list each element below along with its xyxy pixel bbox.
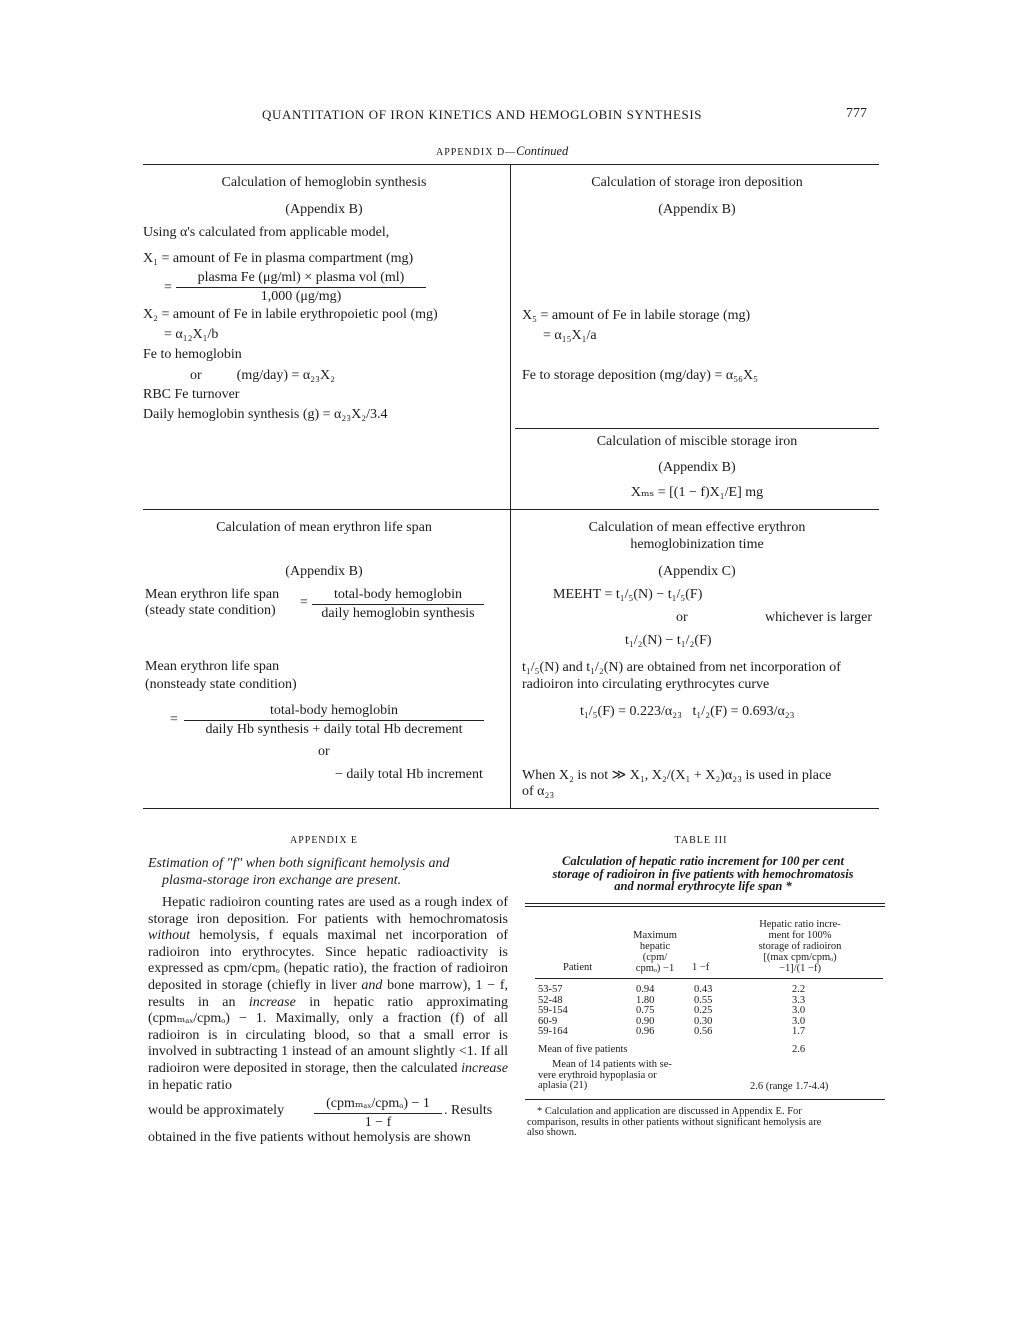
x5-definition: X₅ = amount of Fe in labile storage (mg): [522, 308, 751, 323]
col-hep-5: −1]/(1 −f): [779, 963, 821, 974]
table-iii-cell-f: 0.25: [694, 1005, 713, 1017]
mean14-line-2: vere erythroid hypoplasia or: [538, 1069, 657, 1081]
steady-label-2: (steady state condition): [145, 603, 276, 618]
meeht-when-2: of α₂₃: [522, 784, 555, 799]
appendix-e-body: [148, 895, 508, 1094]
hepatic-ratio-fraction: [314, 1095, 442, 1131]
body-part-1: Hepatic radioiron counting rates are used as a rough index of storage iron deposition. For patients with hemochromatosis: [148, 895, 508, 927]
table-iii-bottom-rule: [525, 1099, 885, 1100]
body-without: without: [148, 928, 191, 944]
body-part-5: in hepatic ratio: [148, 1077, 232, 1093]
would-be-approximately: would be approximately: [148, 1103, 285, 1118]
col-hep-1: Hepatic ratio incre-: [759, 919, 841, 930]
nonsteady-label-1: Mean erythron life span: [145, 659, 280, 674]
miscible-ref: (Appendix B): [658, 460, 736, 475]
fe-to-storage: Fe to storage deposition (mg/day) = α₅₆X₅: [522, 368, 758, 383]
x1-numerator: plasma Fe (μg/ml) × plasma vol (ml): [176, 270, 426, 288]
x2-definition: X₂ = amount of Fe in labile erythropoietic pool (mg): [143, 307, 438, 322]
table-iii-cell-patient: 59-154: [538, 1005, 568, 1017]
steady-denominator: daily hemoglobin synthesis: [321, 606, 475, 621]
table-top-rule: [143, 164, 879, 165]
table-iii-cell-hep: 1.7: [792, 1026, 806, 1038]
table-mid-rule: [143, 509, 879, 510]
nonsteady-equals: =: [170, 712, 178, 727]
meeht-note-1: t₁/₅(N) and t₁/₂(N) are obtained from net incorporation of: [522, 660, 841, 675]
page-number: 777: [846, 106, 867, 121]
table-iii-cell-hep: 3.3: [792, 994, 806, 1006]
table-iii-cell-f: 0.30: [694, 1015, 713, 1027]
hb-synthesis-ref: (Appendix B): [285, 202, 363, 217]
daily-hb-synthesis: Daily hemoglobin synthesis (g) = α₂₃X₂/3.4: [143, 407, 388, 422]
hb-increment: − daily total Hb increment: [335, 767, 483, 782]
col-max-4: cpmₒ) −1: [635, 963, 675, 974]
nonsteady-label-2: (nonsteady state condition): [145, 677, 297, 692]
miscible-formula: Xₘₛ = [(1 − f)X₁/E] mg: [630, 485, 764, 500]
table-iii-cell-patient: 59-164: [538, 1026, 568, 1038]
meeht-note-2: radioiron into circulating erythrocytes curve: [522, 677, 770, 692]
hepatic-ratio-denominator: 1 − f: [364, 1115, 392, 1130]
body-part-2: hemolysis, f equals maximal net incorporation of radioiron into erythrocytes. Since hepatic radioactivity is expressed as cpm/cpmₒ (hepatic ratio), the fraction of radioiron deposited in storage (chiefly in liver: [148, 928, 508, 993]
using-alphas: Using α's calculated from applicable model,: [143, 225, 390, 240]
body-part-4: in hepatic ratio approximating (cpmₘₐₓ/cpmₒ) − 1. Maximally, only a fraction (f) of all radioiron is in circulating blood, so that a small error is involved in subtracting 1 instead of an amount slightly <1. If all radioiron were deposited in storage, then the calculated: [148, 994, 509, 1076]
footnote-line-3: also shown.: [527, 1127, 577, 1138]
mean14-line-3: aplasia (21): [538, 1080, 588, 1091]
table-bottom-rule: [143, 808, 879, 809]
body-increase: increase: [248, 994, 296, 1010]
col-max-3: (cpm/: [642, 952, 668, 963]
table-iii-cell-hep: 3.0: [792, 1015, 806, 1027]
x1-denominator: 1,000 (μg/mg): [260, 289, 342, 304]
life-span-or: or: [318, 744, 330, 759]
body-increase-2: increase: [461, 1060, 509, 1076]
meeht-title-1: Calculation of mean effective erythron: [588, 520, 806, 535]
caption-line-3: and normal erythrocyte life span *: [614, 879, 792, 893]
x2-equation: = α₁₂X₁/b: [164, 327, 219, 342]
meeht-ref: (Appendix C): [658, 564, 736, 579]
table-iii-cell-f: 0.55: [694, 994, 713, 1006]
nonsteady-numerator: total-body hemoglobin: [184, 703, 484, 721]
meeht-formula: MEEHT = t₁/₅(N) − t₁/₅(F): [553, 587, 703, 602]
appendix-d-continued: Continued: [516, 144, 569, 158]
nonsteady-denominator: daily Hb synthesis + daily total Hb decrement: [205, 722, 463, 737]
fe-rate-equation: or (mg/day) = α₂₃X₂: [190, 368, 335, 383]
life-span-ref: (Appendix B): [285, 564, 363, 579]
steady-fraction: [312, 587, 484, 622]
table-iii-cell-max: 1.80: [636, 994, 655, 1006]
footnote-line-2: comparison, results in other patients without significant hemolysis are: [527, 1116, 822, 1128]
col-hep-3: storage of radioiron: [758, 941, 842, 952]
meeht-whichever: whichever is larger: [765, 610, 873, 625]
meeht-title-2: hemoglobinization time: [630, 537, 764, 552]
appendix-e-subtitle-1: Estimation of "f" when both significant hemolysis and: [148, 856, 450, 871]
table-iii-footnote: [527, 1107, 885, 1139]
caption-line-2: storage of radioiron in five patients with hemochromatosis: [552, 866, 854, 881]
storage-deposition-ref: (Appendix B): [658, 202, 736, 217]
meeht-when-1: When X₂ is not ≫ X₁, X₂/(X₁ + X₂)α₂₃ is used in place: [522, 768, 832, 783]
meeht-or: or: [676, 610, 688, 625]
caption-line-1: Calculation of hepatic ratio increment for 100 per cent: [562, 854, 844, 868]
body-and: and: [361, 977, 383, 993]
mean-fourteen-label: [538, 1060, 672, 1092]
hepatic-ratio-numerator: (cpmₘₐₓ/cpmₒ) − 1: [314, 1095, 442, 1114]
table-iii-cell-f: 0.56: [694, 1026, 713, 1038]
appendix-d-heading: [436, 142, 568, 160]
meeht-alt: t₁/₂(N) − t₁/₂(F): [625, 633, 712, 648]
steady-label-1: Mean erythron life span: [145, 587, 280, 602]
table-iii-cell-hep: 2.2: [792, 984, 806, 995]
col-hepatic-header: [740, 919, 860, 974]
body-part-3: bone marrow), 1 − f, results in an: [148, 977, 509, 1010]
col-max-1: Maximum: [633, 930, 677, 941]
table-iii-cell-f: 0.43: [694, 984, 713, 995]
table-iii-cell-max: 0.96: [636, 1026, 655, 1038]
hb-synthesis-title: Calculation of hemoglobin synthesis: [221, 175, 427, 190]
life-span-title: Calculation of mean erythron life span: [216, 520, 432, 535]
table-iii-cell-max: 0.75: [636, 1005, 655, 1017]
table-iii-top-rule-2: [525, 906, 885, 907]
column-divider: [510, 164, 511, 808]
table-iii-cell-hep: 3.0: [792, 1005, 806, 1017]
col-max-header: [615, 930, 695, 974]
footnote-line-1: * Calculation and application are discussed in Appendix E. For: [537, 1106, 802, 1117]
col-f: 1 −f: [692, 962, 710, 973]
mean14-line-1: Mean of 14 patients with se-: [552, 1059, 672, 1070]
right-sub-rule: [515, 428, 879, 429]
storage-deposition-title: Calculation of storage iron deposition: [591, 175, 803, 190]
table-iii-cell-max: 0.94: [636, 984, 655, 995]
table-iii-caption: [520, 855, 886, 893]
x1-equals: =: [164, 280, 172, 295]
appendix-e-heading: APPENDIX E: [289, 835, 359, 846]
nonsteady-fraction: [184, 703, 484, 738]
running-title: QUANTITATION OF IRON KINETICS AND HEMOGLOBIN SYNTHESIS: [262, 107, 703, 122]
x5-equation: = α₁₅X₁/a: [543, 328, 597, 343]
meeht-values: t₁/₅(F) = 0.223/α₂₃ t₁/₂(F) = 0.693/α₂₃: [580, 704, 795, 719]
col-hep-4: [(max cpm/cpmₒ): [763, 952, 837, 963]
steady-equals: =: [300, 595, 308, 610]
steady-numerator: total-body hemoglobin: [312, 587, 484, 605]
appendix-e-subtitle-2: plasma-storage iron exchange are present.: [162, 873, 402, 888]
col-hep-2: ment for 100%: [768, 930, 832, 941]
table-iii-cell-patient: 52-48: [538, 994, 563, 1006]
table-iii-cell-max: 0.90: [636, 1015, 655, 1027]
x1-fraction: [176, 270, 426, 305]
x1-definition: X₁ = amount of Fe in plasma compartment (mg): [143, 251, 414, 266]
results-word: . Results: [444, 1103, 493, 1118]
mean-five-value: 2.6: [792, 1044, 806, 1055]
fe-to-hemoglobin: Fe to hemoglobin: [143, 347, 242, 362]
col-max-2: hepatic: [639, 941, 671, 952]
appendix-d-label: APPENDIX D—: [436, 147, 517, 158]
appendix-e-last-line: obtained in the five patients without hemolysis are shown: [148, 1130, 471, 1145]
table-iii-cell-patient: 60-9: [538, 1015, 558, 1027]
mean-five-label: Mean of five patients: [538, 1044, 628, 1055]
rbc-fe-turnover: RBC Fe turnover: [143, 387, 240, 402]
mean-fourteen-value: 2.6 (range 1.7-4.4): [750, 1081, 829, 1092]
table-iii-top-rule-1: [525, 903, 885, 904]
table-iii-header-rule: [535, 978, 883, 979]
table-iii-heading: TABLE III: [674, 835, 728, 846]
table-iii-cell-patient: 53-57: [538, 984, 563, 995]
col-patient: Patient: [563, 962, 593, 973]
miscible-title: Calculation of miscible storage iron: [596, 434, 798, 449]
